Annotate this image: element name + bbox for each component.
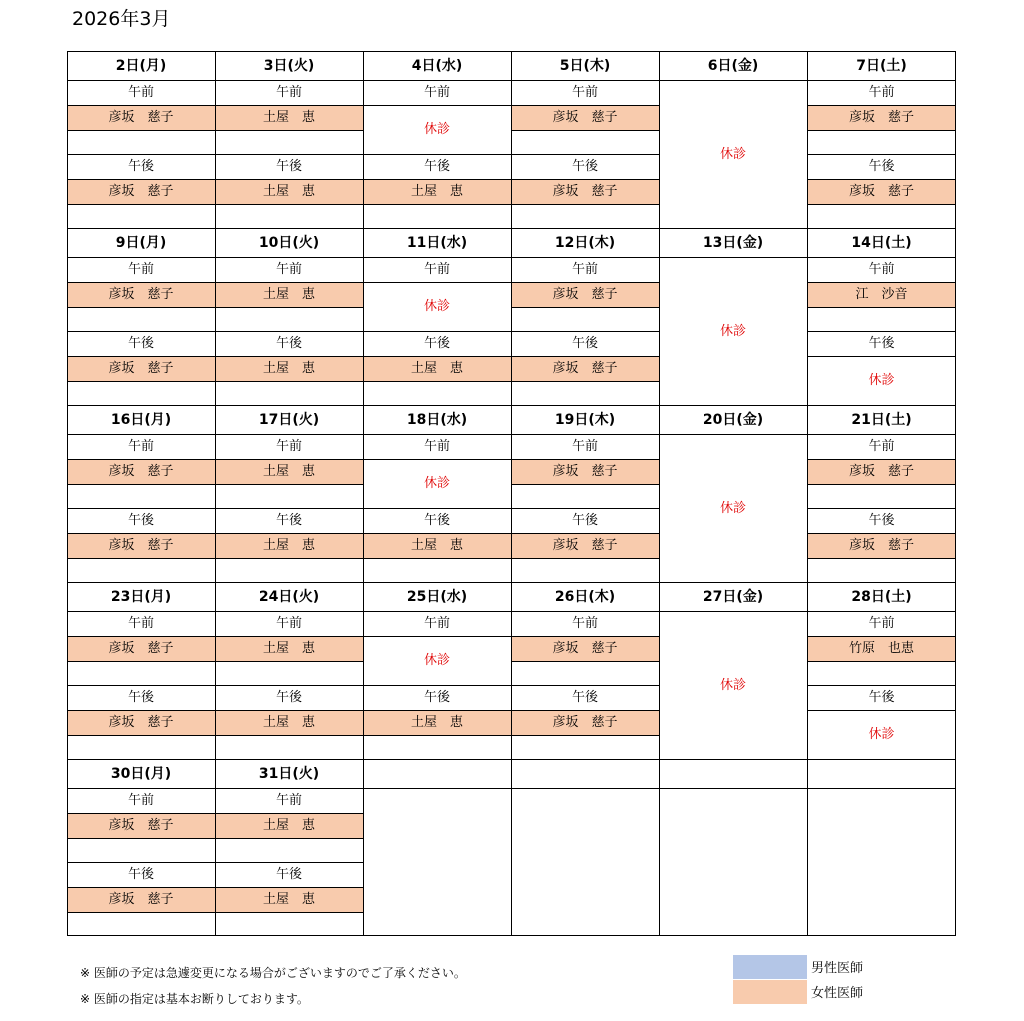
- doctor-name: 土屋 恵: [363, 356, 511, 381]
- pm-label: 午後: [127, 336, 154, 351]
- legend-item-female: [733, 979, 863, 1004]
- grid-line: [511, 204, 659, 205]
- grid-line: [67, 105, 215, 106]
- grid-line: [363, 735, 511, 736]
- closed-label: 休診: [719, 677, 746, 693]
- grid-line: [215, 508, 363, 509]
- grid-line: [511, 685, 659, 686]
- grid-line: [67, 710, 215, 711]
- closed-label: 休診: [719, 323, 746, 339]
- closed-label: 休診: [423, 653, 450, 668]
- grid-line: [511, 508, 659, 509]
- grid-line: [807, 356, 956, 357]
- am-label: 午前: [275, 85, 302, 100]
- pm-label: 午後: [571, 690, 598, 705]
- grid-line: [215, 154, 363, 155]
- grid-line: [511, 307, 659, 308]
- am-label: 午前: [275, 793, 302, 808]
- closed-label: 休診: [719, 500, 746, 516]
- date-header: 13日(金): [702, 234, 764, 251]
- date-header: 14日(土): [851, 234, 912, 251]
- pm-label: 午後: [868, 336, 895, 351]
- date-header: 9日(月): [115, 234, 167, 251]
- grid-line: [67, 661, 215, 662]
- grid-line: [67, 51, 68, 936]
- doctor-name: 江 沙音: [807, 282, 956, 307]
- am-label: 午前: [275, 439, 302, 454]
- grid-line: [511, 154, 659, 155]
- doctor-name: 土屋 恵: [363, 533, 511, 558]
- doctor-name: 彦坂 慈子: [67, 887, 215, 912]
- am-label: 午前: [868, 439, 895, 454]
- grid-line: [67, 356, 215, 357]
- doctor-name: 彦坂 慈子: [67, 636, 215, 661]
- grid-line: [511, 51, 512, 936]
- doctor-name: 彦坂 慈子: [511, 179, 659, 204]
- grid-line: [807, 282, 956, 283]
- legend-swatch-male: [733, 955, 807, 979]
- grid-line: [215, 912, 363, 913]
- grid-line: [215, 331, 363, 332]
- grid-line: [215, 558, 363, 559]
- grid-line: [215, 381, 363, 382]
- pm-label: 午後: [868, 159, 895, 174]
- grid-line: [363, 105, 511, 106]
- grid-line: [807, 459, 956, 460]
- grid-line: [67, 636, 215, 637]
- grid-line: [215, 661, 363, 662]
- am-label: 午前: [423, 439, 450, 454]
- grid-line: [807, 51, 808, 936]
- grid-line: [807, 685, 956, 686]
- doctor-name: 土屋 恵: [363, 179, 511, 204]
- legend-item-male: [733, 954, 863, 979]
- grid-line: [215, 356, 363, 357]
- grid-line: [67, 735, 215, 736]
- grid-line: [215, 105, 363, 106]
- grid-line: [67, 558, 215, 559]
- doctor-name: 彦坂 慈子: [511, 459, 659, 484]
- grid-line: [363, 356, 511, 357]
- grid-line: [215, 130, 363, 131]
- grid-line: [215, 51, 216, 936]
- grid-line: [67, 282, 215, 283]
- grid-line: [807, 130, 956, 131]
- grid-line: [215, 735, 363, 736]
- date-header: 12日(木): [554, 234, 616, 251]
- doctor-name: 彦坂 慈子: [67, 356, 215, 381]
- doctor-name: 彦坂 慈子: [511, 356, 659, 381]
- pm-label: 午後: [571, 336, 598, 351]
- grid-line: [363, 204, 511, 205]
- closed-label: 休診: [719, 146, 746, 162]
- grid-line: [67, 862, 215, 863]
- grid-line: [363, 331, 511, 332]
- grid-line: [67, 130, 215, 131]
- date-header: 10日(火): [258, 234, 320, 251]
- am-label: 午前: [127, 793, 154, 808]
- grid-line: [363, 685, 511, 686]
- am-label: 午前: [868, 262, 895, 277]
- grid-line: [511, 356, 659, 357]
- grid-line: [215, 307, 363, 308]
- pm-label: 午後: [275, 159, 302, 174]
- pm-label: 午後: [571, 159, 598, 174]
- grid-line: [67, 508, 215, 509]
- grid-line: [659, 51, 660, 936]
- grid-line: [363, 51, 364, 936]
- grid-line: [67, 381, 215, 382]
- am-label: 午前: [571, 262, 598, 277]
- am-label: 午前: [275, 262, 302, 277]
- grid-line: [67, 484, 215, 485]
- am-label: 午前: [423, 85, 450, 100]
- grid-line: [807, 636, 956, 637]
- pm-label: 午後: [275, 867, 302, 882]
- doctor-name: 土屋 恵: [215, 533, 363, 558]
- grid-line: [215, 838, 363, 839]
- closed-label: 休診: [423, 299, 450, 314]
- doctor-name: 彦坂 慈子: [67, 282, 215, 307]
- grid-line: [67, 887, 215, 888]
- grid-line: [511, 636, 659, 637]
- grid-line: [215, 533, 363, 534]
- grid-line: [511, 735, 659, 736]
- grid-line: [215, 204, 363, 205]
- legend: [733, 954, 863, 1004]
- doctor-name: 土屋 恵: [215, 636, 363, 661]
- grid-line: [215, 484, 363, 485]
- grid-line: [67, 307, 215, 308]
- pm-label: 午後: [571, 513, 598, 528]
- grid-line: [67, 331, 215, 332]
- grid-line: [511, 179, 659, 180]
- grid-line: [511, 710, 659, 711]
- closed-label: 休診: [868, 373, 895, 388]
- date-header: 30日(月): [110, 765, 172, 782]
- doctor-name: 土屋 恵: [215, 887, 363, 912]
- closed-label: 休診: [423, 122, 450, 137]
- pm-label: 午後: [423, 159, 450, 174]
- grid-line: [363, 282, 511, 283]
- grid-line: [215, 685, 363, 686]
- grid-line: [955, 51, 956, 936]
- grid-line: [807, 154, 956, 155]
- grid-line: [67, 154, 215, 155]
- pm-label: 午後: [868, 690, 895, 705]
- doctor-name: 彦坂 慈子: [511, 710, 659, 735]
- legend-label: 男性医師: [811, 961, 864, 976]
- am-label: 午前: [127, 262, 154, 277]
- doctor-name: 彦坂 慈子: [511, 636, 659, 661]
- notes: [80, 960, 466, 1012]
- note-line: ※ 医師の予定は急遽変更になる場合がございますのでご了承ください。: [80, 966, 466, 980]
- grid-line: [67, 813, 215, 814]
- doctor-name: 彦坂 慈子: [67, 533, 215, 558]
- doctor-name: 土屋 恵: [215, 179, 363, 204]
- grid-line: [363, 179, 511, 180]
- am-label: 午前: [423, 616, 450, 631]
- grid-line: [363, 154, 511, 155]
- grid-line: [511, 459, 659, 460]
- grid-line: [807, 204, 956, 205]
- grid-line: [511, 381, 659, 382]
- doctor-name: 土屋 恵: [215, 282, 363, 307]
- grid-line: [511, 533, 659, 534]
- pm-label: 午後: [127, 513, 154, 528]
- am-label: 午前: [571, 85, 598, 100]
- grid-line: [511, 484, 659, 485]
- date-header: 31日(火): [258, 765, 320, 782]
- date-header: 25日(水): [406, 588, 468, 605]
- grid-line: [363, 558, 511, 559]
- grid-line: [215, 813, 363, 814]
- date-header: 4日(水): [411, 57, 463, 74]
- date-header: 11日(水): [406, 234, 468, 251]
- doctor-name: 彦坂 慈子: [67, 179, 215, 204]
- grid-line: [363, 459, 511, 460]
- doctor-name: 彦坂 慈子: [511, 282, 659, 307]
- date-header: 17日(火): [258, 411, 320, 428]
- grid-line: [215, 710, 363, 711]
- grid-line: [807, 484, 956, 485]
- grid-line: [67, 179, 215, 180]
- pm-label: 午後: [423, 513, 450, 528]
- am-label: 午前: [275, 616, 302, 631]
- closed-label: 休診: [423, 476, 450, 491]
- doctor-name: 土屋 恵: [215, 710, 363, 735]
- grid-line: [67, 912, 215, 913]
- grid-line: [807, 105, 956, 106]
- grid-line: [215, 887, 363, 888]
- am-label: 午前: [571, 616, 598, 631]
- grid-line: [363, 636, 511, 637]
- grid-line: [67, 533, 215, 534]
- grid-line: [807, 533, 956, 534]
- grid-line: [807, 331, 956, 332]
- doctor-name: 土屋 恵: [215, 459, 363, 484]
- date-header: 16日(月): [110, 411, 172, 428]
- date-header: 18日(水): [406, 411, 468, 428]
- grid-line: [807, 558, 956, 559]
- doctor-name: 土屋 恵: [363, 710, 511, 735]
- am-label: 午前: [423, 262, 450, 277]
- date-header: 6日(金): [707, 57, 759, 74]
- grid-line: [511, 130, 659, 131]
- pm-label: 午後: [868, 513, 895, 528]
- date-header: 3日(火): [263, 57, 315, 74]
- grid-line: [215, 179, 363, 180]
- grid-line: [511, 331, 659, 332]
- doctor-name: 土屋 恵: [215, 105, 363, 130]
- am-label: 午前: [868, 616, 895, 631]
- doctor-name: 土屋 恵: [215, 356, 363, 381]
- grid-line: [363, 533, 511, 534]
- grid-line: [807, 179, 956, 180]
- legend-swatch-female: [733, 980, 807, 1004]
- grid-line: [807, 661, 956, 662]
- grid-line: [67, 838, 215, 839]
- grid-line: [215, 282, 363, 283]
- am-label: 午前: [127, 616, 154, 631]
- pm-label: 午後: [127, 867, 154, 882]
- doctor-name: 竹原 也恵: [807, 636, 956, 661]
- grid-line: [67, 459, 215, 460]
- date-header: 5日(木): [559, 57, 611, 74]
- grid-line: [807, 508, 956, 509]
- date-header: 21日(土): [851, 411, 912, 428]
- grid-line: [511, 661, 659, 662]
- doctor-name: 彦坂 慈子: [807, 533, 956, 558]
- date-header: 23日(月): [110, 588, 172, 605]
- doctor-name: 彦坂 慈子: [67, 813, 215, 838]
- doctor-name: 彦坂 慈子: [807, 179, 956, 204]
- date-header: 20日(金): [702, 411, 764, 428]
- pm-label: 午後: [275, 690, 302, 705]
- doctor-name: 彦坂 慈子: [67, 105, 215, 130]
- pm-label: 午後: [127, 690, 154, 705]
- grid-line: [67, 685, 215, 686]
- am-label: 午前: [571, 439, 598, 454]
- grid-line: [215, 636, 363, 637]
- am-label: 午前: [868, 85, 895, 100]
- grid-line: [807, 710, 956, 711]
- grid-line: [67, 204, 215, 205]
- grid-line: [215, 459, 363, 460]
- am-label: 午前: [127, 439, 154, 454]
- doctor-name: 彦坂 慈子: [511, 105, 659, 130]
- grid-line: [363, 381, 511, 382]
- pm-label: 午後: [423, 336, 450, 351]
- note-line: ※ 医師の指定は基本お断りしております。: [80, 992, 309, 1006]
- legend-label: 女性医師: [811, 986, 864, 1001]
- date-header: 19日(木): [554, 411, 616, 428]
- am-label: 午前: [127, 85, 154, 100]
- doctor-name: 土屋 恵: [215, 813, 363, 838]
- date-header: 26日(木): [554, 588, 616, 605]
- pm-label: 午後: [127, 159, 154, 174]
- doctor-name: 彦坂 慈子: [807, 459, 956, 484]
- date-header: 24日(火): [258, 588, 320, 605]
- closed-label: 休診: [868, 727, 895, 742]
- grid-line: [511, 282, 659, 283]
- schedule-calendar: [67, 51, 956, 936]
- grid-line: [363, 710, 511, 711]
- grid-line: [215, 862, 363, 863]
- date-header: 27日(金): [702, 588, 764, 605]
- date-header: 7日(土): [856, 57, 907, 74]
- pm-label: 午後: [275, 336, 302, 351]
- date-header: 28日(土): [851, 588, 912, 605]
- doctor-name: 彦坂 慈子: [807, 105, 956, 130]
- grid-line: [511, 105, 659, 106]
- doctor-name: 彦坂 慈子: [67, 710, 215, 735]
- pm-label: 午後: [423, 690, 450, 705]
- grid-line: [363, 508, 511, 509]
- grid-line: [511, 558, 659, 559]
- grid-line: [807, 307, 956, 308]
- page-title: 2026年3月: [72, 8, 171, 30]
- doctor-name: 彦坂 慈子: [67, 459, 215, 484]
- date-header: 2日(月): [115, 57, 167, 74]
- doctor-name: 彦坂 慈子: [511, 533, 659, 558]
- pm-label: 午後: [275, 513, 302, 528]
